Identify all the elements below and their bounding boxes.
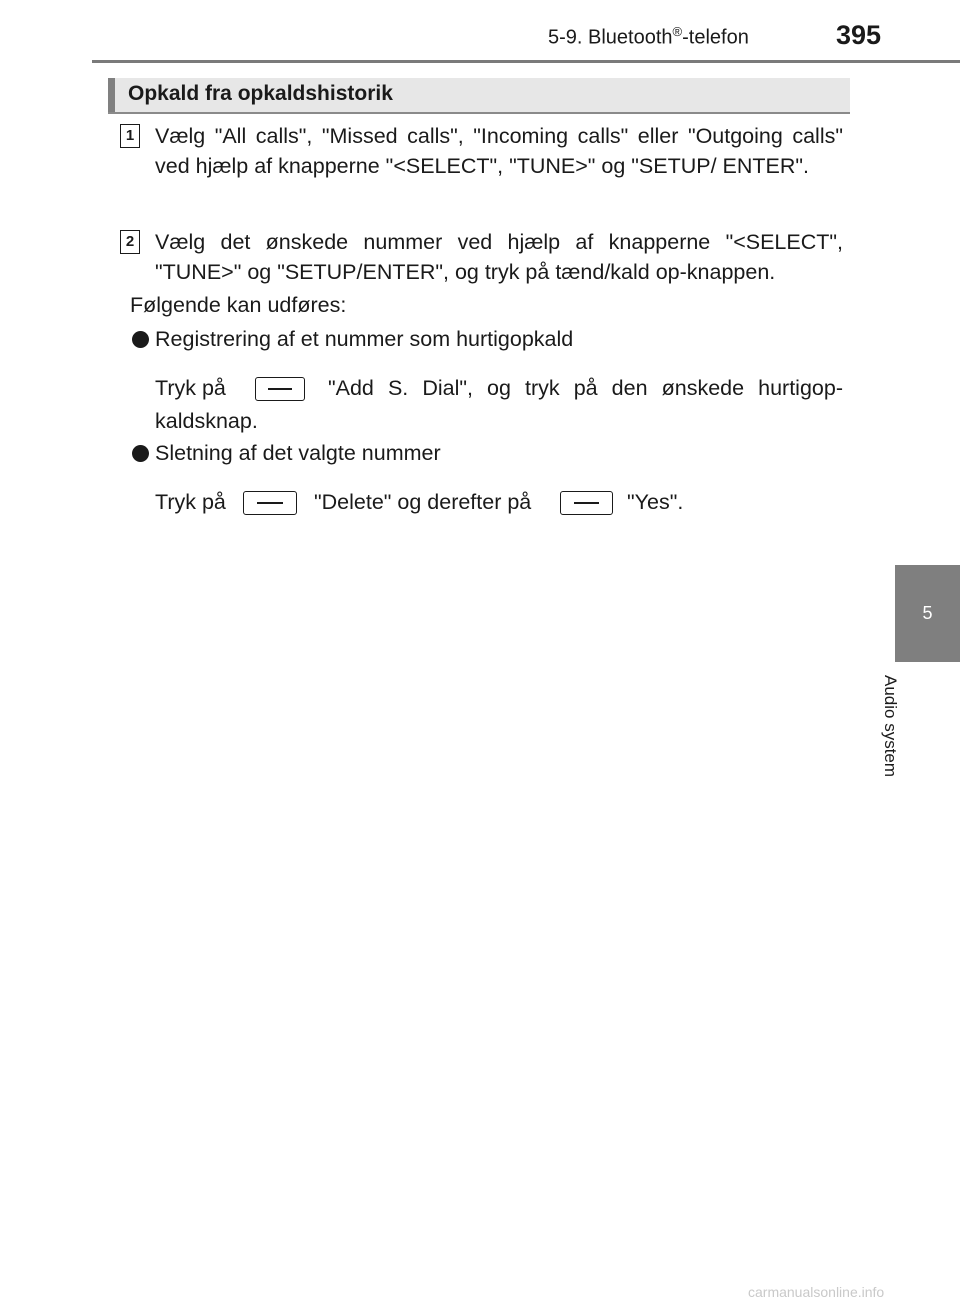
- registered-mark: ®: [672, 24, 683, 39]
- section-heading: [548, 24, 749, 50]
- bullet-2-text-post: "Yes".: [627, 490, 684, 514]
- screen-button-icon: [243, 491, 297, 515]
- screen-button-icon: [560, 491, 613, 515]
- bullet-1-text-cont: kaldsknap.: [155, 409, 258, 433]
- step-1-text: Vælg "All calls", "Missed calls", "Incoming calls" eller "Outgoing calls" ved hjælp af knapperne "<SELECT", "TUNE>" og "SETUP/ ENTER".: [155, 124, 843, 178]
- step-2-text: Vælg det ønskede nummer ved hjælp af knapperne "<SELECT", "TUNE>" og "SETUP/ENTER", og tryk på tænd/kald op-knappen.: [155, 230, 843, 284]
- header-rule: [92, 60, 960, 63]
- section-title-underline: [108, 112, 850, 114]
- bullet-1-text-mid: "Add S. Dial", og tryk på den ønskede hurtigop-: [328, 376, 843, 400]
- bullet-1-text-pre: Tryk på: [155, 376, 226, 400]
- bullet-2-text-mid: "Delete" og derefter på: [314, 490, 532, 514]
- section-title: Opkald fra opkaldshistorik: [128, 82, 393, 105]
- page-number: 395: [836, 20, 882, 50]
- bullet-2-dot: [132, 445, 149, 462]
- screen-button-icon: [255, 377, 305, 401]
- bullet-2-title: Sletning af det valgte nummer: [155, 441, 441, 465]
- section-heading-suffix: -telefon: [682, 26, 749, 49]
- chapter-tab: 5: [895, 565, 960, 662]
- step-number-2: 2: [120, 230, 140, 254]
- bullet-1-title: Registrering af et nummer som hurtigopkald: [155, 327, 574, 351]
- chapter-label: [881, 675, 932, 815]
- section-heading-text: 5-9. Bluetooth: [548, 26, 673, 49]
- watermark: carmanualsonline.info: [748, 1284, 885, 1300]
- bullet-2-text-pre: Tryk på: [155, 490, 226, 514]
- bullet-1-dot: [132, 331, 149, 348]
- chapter-label-text: Audio system: [881, 675, 900, 778]
- step-number-1: 1: [120, 124, 140, 148]
- intro-text: Følgende kan udføres:: [130, 293, 347, 317]
